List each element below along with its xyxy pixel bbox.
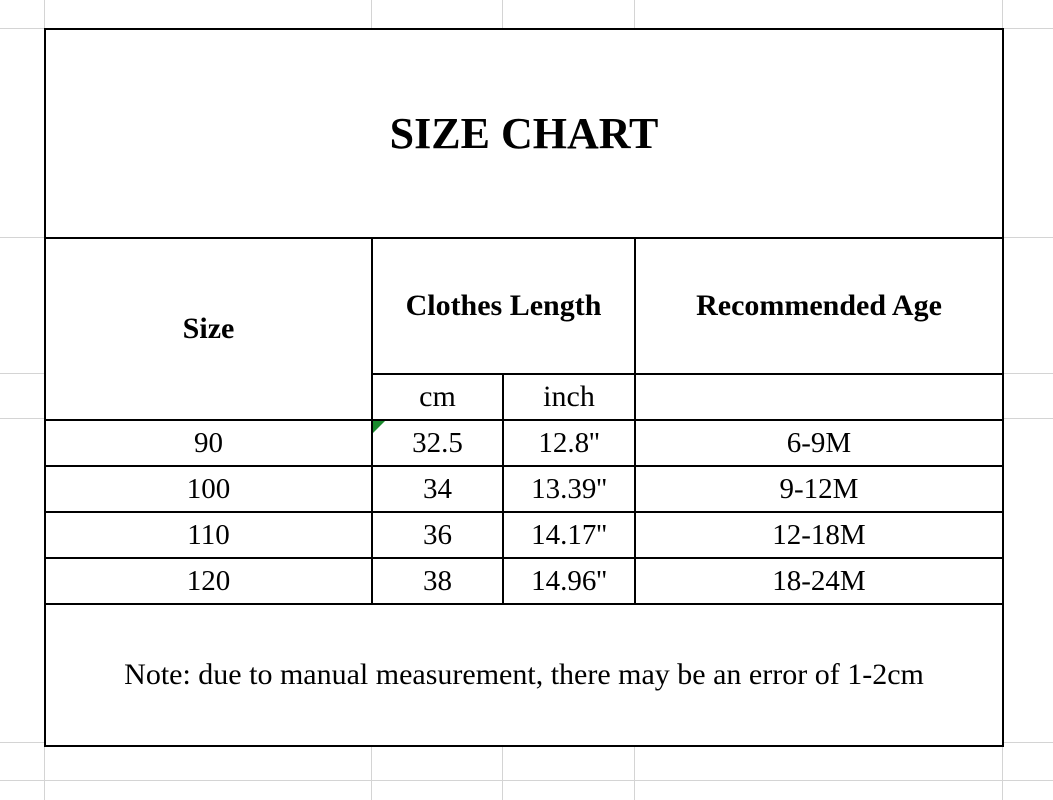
inch-cell[interactable]: 14.17'' <box>503 512 635 558</box>
cm-cell[interactable]: 34 <box>372 466 503 512</box>
age-cell[interactable]: 9-12M <box>635 466 1003 512</box>
cm-value: 32.5 <box>412 426 463 459</box>
cm-cell[interactable]: 38 <box>372 558 503 604</box>
header-unit-cm[interactable]: cm <box>372 374 503 420</box>
header-recommended-age[interactable]: Recommended Age <box>635 238 1003 374</box>
size-chart-table <box>44 28 1004 747</box>
age-cell[interactable]: 12-18M <box>635 512 1003 558</box>
cell-comment-indicator <box>373 421 385 433</box>
table-row <box>45 558 1003 604</box>
header-unit-inch[interactable]: inch <box>503 374 635 420</box>
chart-title[interactable]: SIZE CHART <box>45 29 1003 238</box>
cm-cell[interactable]: 36 <box>372 512 503 558</box>
age-cell[interactable]: 6-9M <box>635 420 1003 466</box>
cm-cell[interactable] <box>372 420 503 466</box>
size-cell[interactable]: 120 <box>45 558 372 604</box>
size-cell[interactable]: 100 <box>45 466 372 512</box>
size-cell[interactable]: 90 <box>45 420 372 466</box>
inch-cell[interactable]: 13.39'' <box>503 466 635 512</box>
inch-cell[interactable]: 12.8'' <box>503 420 635 466</box>
table-row <box>45 512 1003 558</box>
header-age-blank[interactable] <box>635 374 1003 420</box>
header-size[interactable]: Size <box>45 238 372 420</box>
size-cell[interactable]: 110 <box>45 512 372 558</box>
inch-cell[interactable]: 14.96'' <box>503 558 635 604</box>
age-cell[interactable]: 18-24M <box>635 558 1003 604</box>
table-row <box>45 420 1003 466</box>
table-row <box>45 466 1003 512</box>
header-clothes-length[interactable]: Clothes Length <box>372 238 635 374</box>
measurement-note[interactable]: Note: due to manual measurement, there may be an error of 1-2cm <box>45 604 1003 746</box>
